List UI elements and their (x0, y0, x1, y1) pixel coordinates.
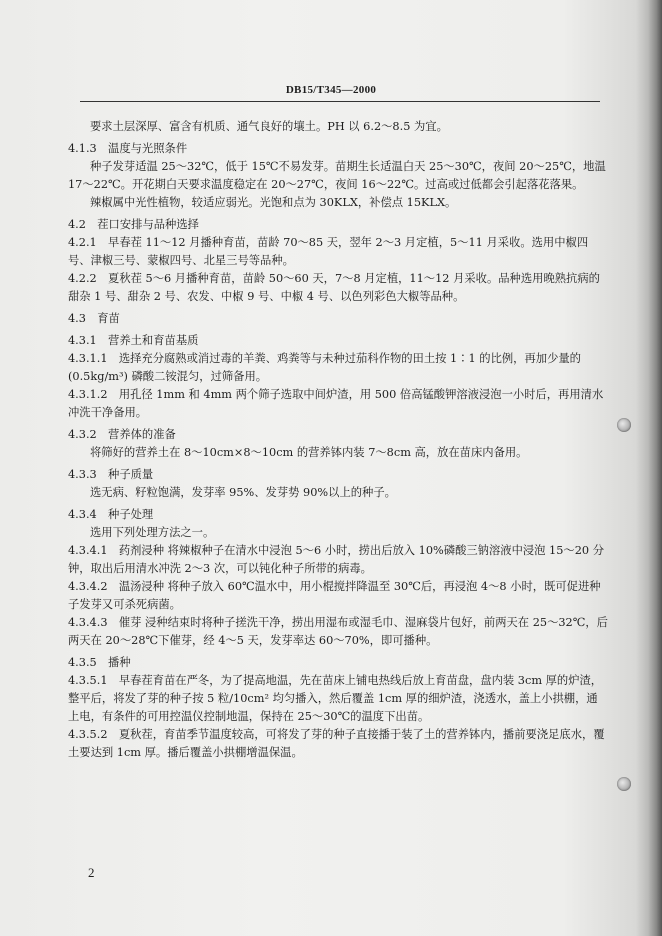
section-heading-4-3-2: 4.3.2 营养体的准备 (68, 428, 176, 441)
paragraph-4-3-5-1: 4.3.5.1 早春茬育苗在严冬，为了提高地温，先在苗床上铺电热线后放上育苗盘，盘内装 3cm 厚的炉渣，整平后，将发了芽的种子按 5 粒/10cm² 均匀播入，然后覆盖 1cm 厚的细炉渣，浇透水，盖上小拱棚，通上电，有条件的可用控温仪控制地温，保持在 25～30℃的温度下出苗。 (68, 674, 603, 723)
paragraph-4-3-4-3: 4.3.4.3 催芽 浸种结束时将种子搓洗干净，捞出用湿布或湿毛巾、湿麻袋片包好，前两天在 25～32℃，后两天在 20～28℃下催芽，经 4～5 天，发芽率达 60～70%，即可播种。 (68, 616, 608, 647)
paragraph-4-3-5-2: 4.3.5.2 夏秋茬，育苗季节温度较高，可将发了芽的种子直接播于装了土的营养钵内，播前要浇足底水，覆土要达到 1cm 厚。播后覆盖小拱棚增温保温。 (68, 728, 605, 759)
paragraph-4-3-4: 选用下列处理方法之一。 (90, 526, 215, 539)
paragraph-4-3-3: 选无病、籽粒饱满，发芽率 95%、发芽势 90%以上的种子。 (90, 486, 396, 499)
section-heading-4-3-5: 4.3.5 播种 (68, 656, 131, 669)
doc-code: DB15/T345—2000 (285, 84, 377, 96)
binding-hole (617, 777, 631, 791)
paragraph-4-3-1-2: 4.3.1.2 用孔径 1mm 和 4mm 两个筛子选取中间炉渣，用 500 倍高锰酸钾溶液浸泡一小时后，再用清水冲洗干净备用。 (68, 388, 604, 419)
section-heading-4-3-4: 4.3.4 种子处理 (68, 508, 154, 521)
section-heading-4-2: 4.2 茬口安排与品种选择 (68, 218, 199, 231)
section-heading-4-3: 4.3 育苗 (68, 312, 120, 325)
paragraph-4-3-4-2: 4.3.4.2 温汤浸种 将种子放入 60℃温水中，用小棍搅拌降温至 30℃后，再浸泡 4～8 小时，既可促进种子发芽又可杀死病菌。 (68, 580, 601, 611)
section-heading-4-1-3: 4.1.3 温度与光照条件 (68, 142, 188, 155)
paragraph-4-2-1: 4.2.1 早春茬 11～12 月播种育苗，苗龄 70～85 天，翌年 2～3 月定植，5～11 月采收。选用中椒四号、津椒三号、蒙椒四号、北星三号等品种。 (68, 236, 589, 267)
header-rule (80, 101, 600, 102)
intro-paragraph: 要求土层深厚、富含有机质、通气良好的壤土。PH 以 6.2～8.5 为宜。 (90, 120, 448, 133)
paragraph-4-1-3-temperature: 种子发芽适温 25～32℃，低于 15℃不易发芽。苗期生长适温白天 25～30℃，夜间 20～25℃，地温 17～22℃。开花期白天要求温度稳定在 20～27℃，夜间 16～22℃。过高或过低都会引起落花落果。 (68, 160, 606, 191)
page-number: 2 (88, 865, 95, 880)
page-edge-shadow (648, 0, 662, 936)
paragraph-4-3-2: 将筛好的营养土在 8～10cm×8～10cm 的营养钵内装 7～8cm 高，放在苗床内备用。 (90, 446, 528, 459)
binding-hole (617, 418, 631, 432)
document-body (68, 118, 608, 762)
paragraph-4-2-2: 4.2.2 夏秋茬 5～6 月播种育苗，苗龄 50～60 天，7～8 月定植，11～12 月采收。品种选用晚熟抗病的甜杂 1 号、甜杂 2 号、农发、中椒 9 号、中椒 4 号、以色列彩色大椒等品种。 (68, 272, 600, 303)
section-heading-4-3-1: 4.3.1 营养土和育苗基质 (68, 334, 199, 347)
paragraph-4-3-4-1: 4.3.4.1 药剂浸种 将辣椒种子在清水中浸泡 5～6 小时，捞出后放入 10%磷酸三钠溶液中浸泡 15～20 分钟，取出后用清水冲洗 2～3 次，可以钝化种子所带的病毒。 (68, 544, 604, 575)
paragraph-4-3-1-1: 4.3.1.1 选择充分腐熟或消过毒的羊粪、鸡粪等与未种过茄科作物的田土按 1∶1 的比例，再加少量的 (0.5kg/m³) 磷酸二铵混匀，过筛备用。 (68, 352, 581, 383)
section-heading-4-3-3: 4.3.3 种子质量 (68, 468, 154, 481)
paragraph-4-1-3-light: 辣椒属中光性植物，较适应弱光。光饱和点为 30KLX，补偿点 15KLX。 (90, 196, 457, 209)
